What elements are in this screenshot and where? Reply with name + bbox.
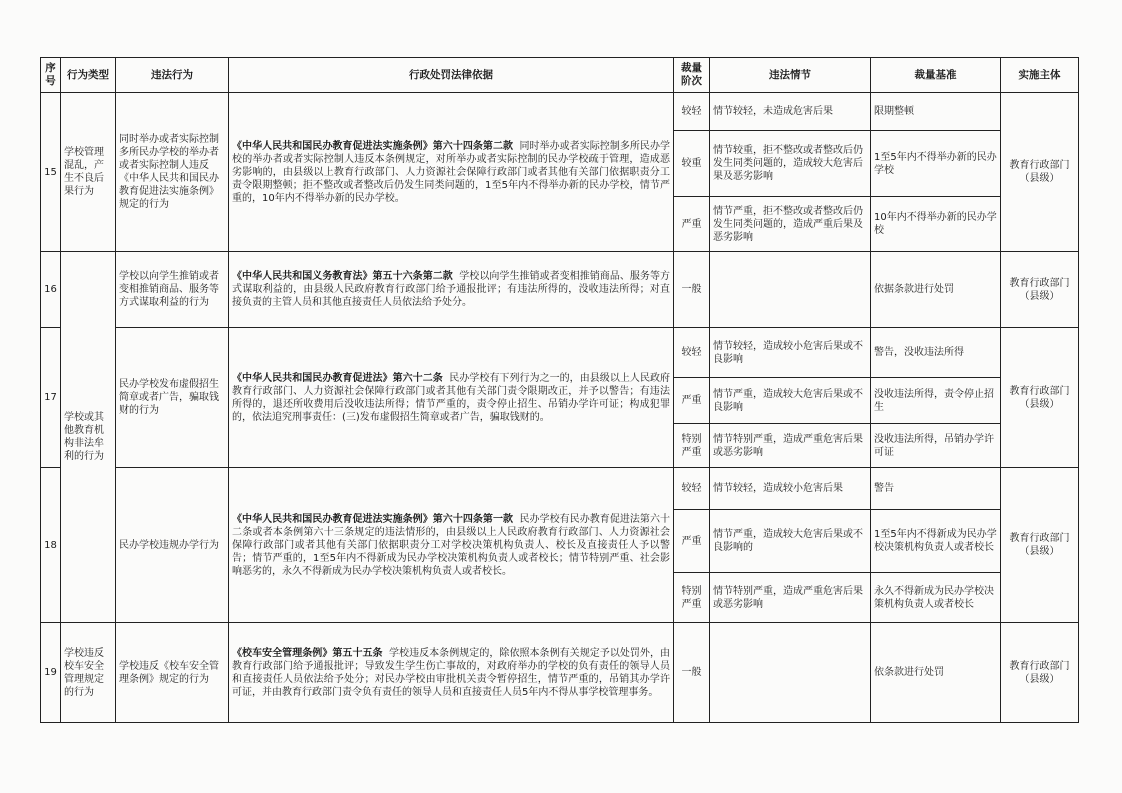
violation-act: 学校以向学生推销或者变相推销商品、服务等方式谋取利益的行为 [116,252,229,328]
discretion-standard: 警告 [871,468,1001,510]
enforcement-subject: 教育行政部门（县级） [1001,623,1079,723]
circumstance [710,252,871,328]
header-subject: 实施主体 [1001,58,1079,93]
table-row [41,93,1079,131]
discretion-standard: 1至5年内不得举办新的民办学校 [871,131,1001,197]
discretion-level: 较重 [674,131,710,197]
circumstance: 情节严重，造成较大危害后果或不良影响 [710,378,871,424]
enforcement-subject: 教育行政部门（县级） [1001,468,1079,623]
discretion-standard: 依条款进行处罚 [871,623,1001,723]
table-row [41,328,1079,378]
legal-basis-title: 《校车安全管理条例》第五十五条 [232,647,383,659]
row-number: 17 [41,328,61,468]
violation-act: 学校违反《校车安全管理条例》规定的行为 [116,623,229,723]
discretion-level: 较轻 [674,328,710,378]
discretion-standard: 1至5年内不得新成为民办学校决策机构负责人或者校长 [871,510,1001,573]
discretion-level: 特别严重 [674,424,710,468]
enforcement-subject: 教育行政部门（县级） [1001,93,1079,252]
discretion-level: 一般 [674,252,710,328]
row-number: 19 [41,623,61,723]
table-row [41,623,1079,723]
discretion-level: 较轻 [674,93,710,131]
header-act: 违法行为 [116,58,229,93]
circumstance [710,623,871,723]
legal-basis-title: 《中华人民共和国民办教育促进法》第六十二条 [232,372,443,384]
header-level: 裁量阶次 [674,58,710,93]
violation-type: 学校管理混乱，产生不良后果行为 [61,93,116,252]
discretion-standard: 依据条款进行处罚 [871,252,1001,328]
legal-basis-text: 学校违反本条例规定的，除依照本条例有关规定予以处罚外，由教育行政部门给予通报批评；导致发生学生伤亡事故的，对政府举办的学校的负有责任的领导人员和直接责任人员依法给予处分；对民办学校由审批机关责令暂停招生，情节严重的，吊销其办学许可证，并由教育行政部门责令负有责任的领导人员和直接责任人员5年内不得从事学校管理事务。 [232,647,671,698]
legal-basis-text: 同时举办或者实际控制多所民办学校的举办者或者实际控制人违反本条例规定，对所举办或者实际控制的民办学校疏于管理，造成恶劣影响的，由县级以上教育行政部门、人力资源社会保障行政部门或者其他有关部门依据职责分工责令限期整顿；拒不整改或者整改后仍发生同类问题的，1至5年内不得举办新的民办学校，情节严重的，10年内不得举办新的民办学校。 [232,140,671,204]
penalty-discretion-table [40,57,1079,723]
circumstance: 情节严重，造成较大危害后果或不良影响的 [710,510,871,573]
header-circumstance: 违法情节 [710,58,871,93]
discretion-standard: 没收违法所得，吊销办学许可证 [871,424,1001,468]
discretion-level: 特别严重 [674,573,710,623]
circumstance: 情节特别严重，造成严重危害后果或恶劣影响 [710,573,871,623]
legal-basis-title: 《中华人民共和国义务教育法》第五十六条第二款 [232,271,453,282]
violation-act: 民办学校发布虚假招生简章或者广告，骗取钱财的行为 [116,328,229,468]
discretion-standard: 没收违法所得，责令停止招生 [871,378,1001,424]
row-number: 15 [41,93,61,252]
violation-act: 民办学校违规办学行为 [116,468,229,623]
legal-basis [229,93,674,252]
circumstance: 情节特别严重，造成严重危害后果或恶劣影响 [710,424,871,468]
header-no: 序号 [41,58,61,93]
discretion-standard: 警告，没收违法所得 [871,328,1001,378]
discretion-standard: 永久不得新成为民办学校决策机构负责人或者校长 [871,573,1001,623]
row-number: 16 [41,252,61,328]
discretion-level: 严重 [674,197,710,252]
discretion-standard: 10年内不得举办新的民办学校 [871,197,1001,252]
table-row [41,252,1079,328]
circumstance: 情节严重，拒不整改或者整改后仍发生同类问题的，造成严重后果及恶劣影响 [710,197,871,252]
legal-basis [229,328,674,468]
discretion-level: 严重 [674,510,710,573]
discretion-level: 严重 [674,378,710,424]
enforcement-subject: 教育行政部门（县级） [1001,252,1079,328]
legal-basis [229,623,674,723]
circumstance: 情节较轻，造成较小危害后果 [710,468,871,510]
header-standard: 裁量基准 [871,58,1001,93]
violation-type: 学校违反校车安全管理规定的行为 [61,623,116,723]
violation-act: 同时举办或者实际控制多所民办学校的举办者或者实际控制人违反《中华人民共和国民办教育促进法实施条例》规定的行为 [116,93,229,252]
discretion-level: 一般 [674,623,710,723]
discretion-level: 较轻 [674,468,710,510]
header-basis: 行政处罚法律依据 [229,58,674,93]
legal-basis-title: 《中华人民共和国民办教育促进法实施条例》第六十四条第一款 [232,513,514,525]
enforcement-subject: 教育行政部门（县级） [1001,328,1079,468]
header-type: 行为类型 [61,58,116,93]
legal-basis-text: 民办学校有下列行为之一的，由县级以上人民政府教育行政部门、人力资源社会保障行政部门或者其他有关部门责令限期改正，并予以警告；有违法所得的，退还所收费用后没收违法所得；情节严重的，责令停止招生、吊销办学许可证；构成犯罪的，依法追究刑事责任：(三)发布虚假招生简章或者广告，骗取钱财的。 [232,372,671,423]
row-number: 18 [41,468,61,623]
legal-basis-title: 《中华人民共和国民办教育促进法实施条例》第六十四条第二款 [232,140,514,152]
legal-basis [229,252,674,328]
circumstance: 情节较轻，未造成危害后果 [710,93,871,131]
legal-basis-text: 学校以向学生推销或者变相推销商品、服务等方式谋取利益的，由县级人民政府教育行政部门给予通报批评；有违法所得的，没收违法所得；对直接负责的主管人员和其他直接责任人员依法给予处分。 [232,271,671,308]
legal-basis-text: 民办学校有民办教育促进法第六十二条或者本条例第六十三条规定的违法情形的，由县级以上人民政府教育行政部门、人力资源社会保障行政部门或者其他有关部门依据职责分工对学校决策机构负责人、校长及直接责任人予以警告；情节严重的，1至5年内不得新成为民办学校决策机构负责人或者校长；情节特别严重、社会影响恶劣的，永久不得新成为民办学校决策机构负责人或者校长。 [232,513,671,577]
discretion-standard: 限期整顿 [871,93,1001,131]
table-row [41,468,1079,510]
circumstance: 情节较轻，造成较小危害后果或不良影响 [710,328,871,378]
legal-basis [229,468,674,623]
table-header-row [41,58,1079,93]
violation-type: 学校或其他教育机构非法牟利的行为 [61,252,116,623]
circumstance: 情节较重，拒不整改或者整改后仍发生同类问题的，造成较大危害后果及恶劣影响 [710,131,871,197]
